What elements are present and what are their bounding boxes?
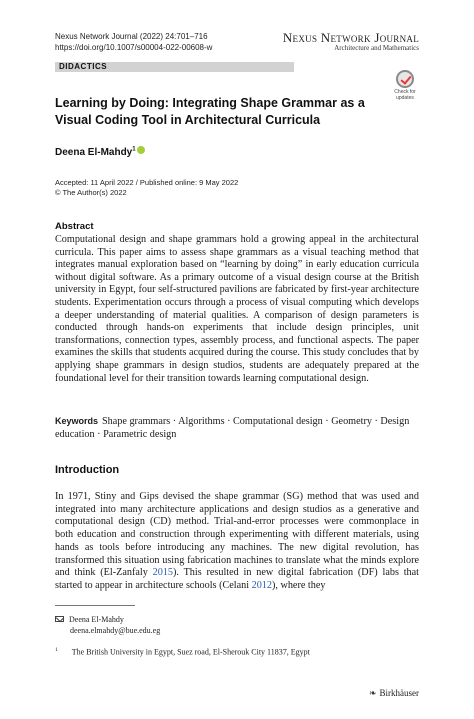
publisher-name: Birkhäuser xyxy=(379,688,419,698)
publication-dates xyxy=(55,178,238,198)
affiliation-text: The British University in Egypt, Suez road, El-Sherouk City 11837, Egypt xyxy=(71,647,310,657)
citation-link[interactable]: 2015 xyxy=(152,567,173,579)
keywords-label: Keywords xyxy=(55,416,99,426)
citation-line: Nexus Network Journal (2022) 24:701–716 xyxy=(55,32,208,41)
footnote-divider xyxy=(55,605,135,606)
corresponding-author xyxy=(55,614,160,636)
abstract-heading: Abstract xyxy=(55,221,94,232)
author-name[interactable]: Deena El-Mahdy xyxy=(55,147,133,158)
journal-name: Nexus Network Journal xyxy=(282,30,419,45)
keywords xyxy=(55,415,419,441)
section-label: DIDACTICS xyxy=(59,62,108,71)
envelope-icon xyxy=(55,616,64,622)
dates-line: Accepted: 11 April 2022 / Published online: 9 May 2022 xyxy=(55,178,239,187)
orcid-icon[interactable] xyxy=(137,146,145,154)
article-header xyxy=(55,31,212,53)
doi-link[interactable]: https://doi.org/10.1007/s00004-022-00608-w xyxy=(55,43,213,52)
citation-link[interactable]: 2012 xyxy=(251,579,272,591)
introduction-text: In 1971, Stiny and Gips devised the shape grammar (SG) method that was used and integrated into many architecture applications and design studios as a generative and computational design (CD) method. Trial-and-error processes were commonplace in both education and construction through experimenting with different materials, using hands as tools before introducing any machines. The new digital revolution, has transformed this situation using fabrication machines to translate what the minds explore and think (El-Zanfaly 2015). This resulted in new digital fabrication (DF) labs that started to appear in architecture schools (Celani 2012), where they xyxy=(55,491,419,591)
journal-logo xyxy=(283,31,419,52)
author-line xyxy=(55,146,145,158)
check-updates-label: Check for updates xyxy=(394,89,416,101)
publisher-logo xyxy=(369,688,419,699)
journal-subtitle: Architecture and Mathematics xyxy=(334,44,419,52)
keywords-list: Shape grammars · Algorithms · Computational design · Geometry · Design education · Parametric design xyxy=(55,416,410,440)
abstract-text: Computational design and shape grammars hold a growing appeal in the architectural curricula. This paper aims to assess shape grammars as a visual teaching method that integrates manual exploration based on “learning by doing” in early education curricula without digital software. As a primary outcome of a visual design course at the British university in Egypt, four self-structured pavilions are fabricated by first-year architecture students. Experimentation occurs through a process of visual computing which develops a deeper understanding of material qualities. A comparison of design parameters is conducted through hands-on experiments that include design principles, unit transformations, connection types, assembly process, and functional aspects. The paper examines the skills that students acquired during the course. This study concludes that by applying shape grammars in design studios, students are adequately prepared at the foundational level for their transition towards learning computational design. xyxy=(55,234,419,384)
contact-name: Deena El-Mahdy xyxy=(69,615,124,624)
copyright-line: © The Author(s) 2022 xyxy=(55,188,127,197)
introduction-heading: Introduction xyxy=(55,464,120,476)
affiliation-footnote-mark: 1 xyxy=(55,647,58,653)
publisher-logo-icon: ❧ xyxy=(368,688,377,698)
check-for-updates-button[interactable] xyxy=(390,70,420,102)
affiliation-footnote xyxy=(55,647,310,657)
affiliation-mark: 1 xyxy=(132,146,136,153)
contact-email[interactable]: deena.elmahdy@bue.edu.eg xyxy=(70,626,161,635)
article-title: Learning by Doing: Integrating Shape Grammar as a Visual Coding Tool in Architectural Curricula xyxy=(55,96,365,127)
check-for-updates-icon xyxy=(396,70,414,88)
section-label-bar xyxy=(55,62,294,72)
